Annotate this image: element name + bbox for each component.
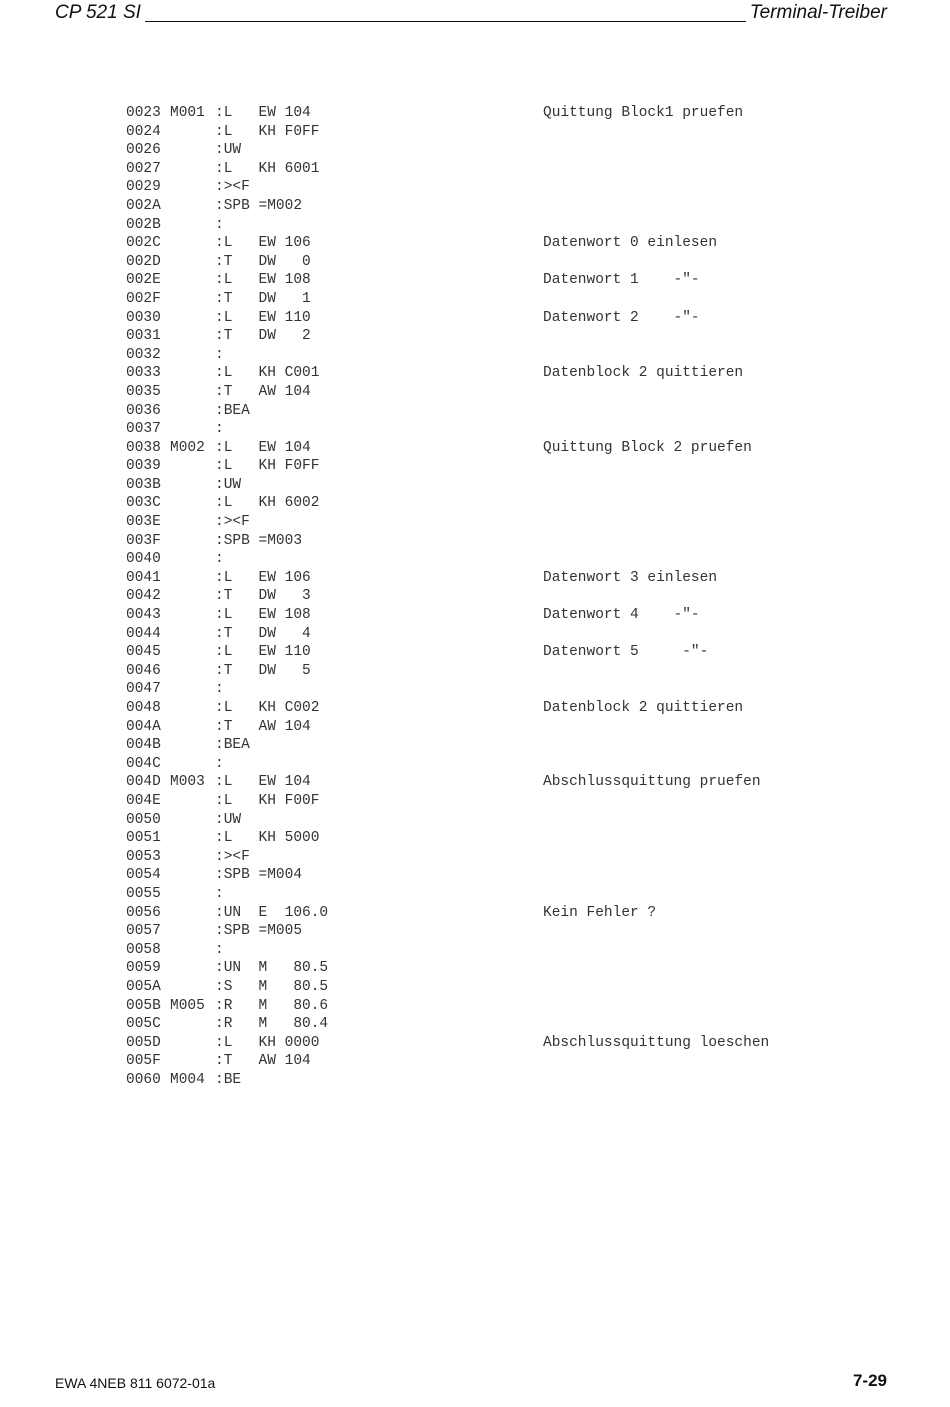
listing-line xyxy=(126,1034,769,1053)
line-instruction: :L EW 110 xyxy=(215,644,311,661)
footer-doc-id: EWA 4NEB 811 6072-01a xyxy=(55,1375,216,1391)
line-instruction: :L EW 108 xyxy=(215,607,311,624)
line-address: 005F xyxy=(126,1053,161,1070)
line-address: 005B xyxy=(126,997,161,1014)
line-label xyxy=(170,736,215,755)
listing-line xyxy=(126,402,769,421)
listing-line xyxy=(126,922,769,941)
line-comment: Abschlussquittung loeschen xyxy=(543,1034,770,1051)
listing-line xyxy=(126,364,769,383)
line-comment: Datenwort 5 -"- xyxy=(543,644,709,661)
listing-line xyxy=(126,997,769,1016)
line-instruction: :T DW 4 xyxy=(215,625,311,642)
line-instruction: :L EW 104 xyxy=(215,774,311,791)
line-address: 002B xyxy=(126,216,161,233)
listing-line xyxy=(126,253,769,272)
line-comment: Datenwort 2 -"- xyxy=(543,309,700,326)
line-instruction: :T DW 2 xyxy=(215,328,311,345)
line-instruction: :L KH F0FF xyxy=(215,123,320,140)
line-instruction: :R M 80.6 xyxy=(215,997,329,1014)
line-comment: Datenwort 3 einlesen xyxy=(543,569,718,586)
line-instruction: : xyxy=(215,216,224,233)
line-label xyxy=(170,494,215,513)
line-label xyxy=(170,718,215,737)
line-comment: Datenwort 1 -"- xyxy=(543,272,700,289)
listing-line xyxy=(126,625,769,644)
line-label xyxy=(170,680,215,699)
line-address: 0042 xyxy=(126,588,161,605)
listing-line xyxy=(126,178,769,197)
line-instruction: :L KH C002 xyxy=(215,700,320,716)
line-address: 003F xyxy=(126,532,161,549)
line-address: 0035 xyxy=(126,383,161,400)
line-label xyxy=(170,1015,215,1034)
line-instruction: :BEA xyxy=(215,737,250,754)
line-address: 004A xyxy=(126,718,161,735)
line-address: 0046 xyxy=(126,662,161,679)
listing-line xyxy=(126,457,769,476)
line-comment: Kein Fehler ? xyxy=(543,904,657,921)
line-address: 002D xyxy=(126,253,161,270)
line-instruction: : xyxy=(215,421,224,438)
line-address: 003E xyxy=(126,514,161,531)
line-address: 0026 xyxy=(126,142,161,159)
line-label xyxy=(170,922,215,941)
line-label xyxy=(170,587,215,606)
listing-line xyxy=(126,439,769,458)
line-instruction: :L EW 108 xyxy=(215,272,311,289)
line-instruction: :T AW 104 xyxy=(215,1053,311,1070)
line-address: 004D xyxy=(126,774,161,791)
line-address: 003C xyxy=(126,495,161,512)
listing-line xyxy=(126,197,769,216)
listing-line xyxy=(126,141,769,160)
line-instruction: : xyxy=(215,941,224,958)
listing-line xyxy=(126,662,769,681)
line-address: 0059 xyxy=(126,960,161,977)
line-label xyxy=(170,253,215,272)
line-label xyxy=(170,866,215,885)
line-label xyxy=(170,643,215,662)
page-header xyxy=(55,0,887,24)
line-label xyxy=(170,216,215,235)
line-label xyxy=(170,383,215,402)
listing-line xyxy=(126,848,769,867)
line-address: 0029 xyxy=(126,179,161,196)
line-instruction: :L KH 6001 xyxy=(215,160,320,177)
line-address: 002A xyxy=(126,197,161,214)
listing-line xyxy=(126,123,769,142)
line-address: 0050 xyxy=(126,811,161,828)
line-label: M001 xyxy=(170,105,205,121)
listing-line xyxy=(126,941,769,960)
header-rule xyxy=(145,21,746,22)
line-label xyxy=(170,513,215,532)
line-instruction: :T DW 0 xyxy=(215,253,311,270)
line-comment: Datenwort 0 einlesen xyxy=(543,235,718,252)
line-address: 0037 xyxy=(126,421,161,438)
line-instruction: :L EW 106 xyxy=(215,569,311,586)
line-label xyxy=(170,829,215,848)
line-instruction: :T DW 3 xyxy=(215,588,311,605)
line-label xyxy=(170,941,215,960)
listing-line xyxy=(126,532,769,551)
line-label xyxy=(170,1052,215,1071)
line-instruction: :L EW 106 xyxy=(215,235,311,252)
line-address: 0039 xyxy=(126,458,161,475)
line-instruction: :UW xyxy=(215,142,242,159)
line-instruction: :UN M 80.5 xyxy=(215,960,329,977)
line-address: 0051 xyxy=(126,830,161,847)
listing-line xyxy=(126,792,769,811)
line-label xyxy=(170,532,215,551)
listing-line xyxy=(126,420,769,439)
line-instruction: :S M 80.5 xyxy=(215,978,329,995)
line-address: 0060 xyxy=(126,1071,161,1088)
line-address: 004E xyxy=(126,792,161,809)
listing-line xyxy=(126,699,769,718)
line-label xyxy=(170,197,215,216)
listing-line xyxy=(126,513,769,532)
line-address: 004B xyxy=(126,737,161,754)
line-label xyxy=(170,699,215,718)
code-listing xyxy=(126,104,769,1089)
line-label xyxy=(170,978,215,997)
listing-line xyxy=(126,569,769,588)
line-instruction: :><F xyxy=(215,848,250,865)
line-address: 0058 xyxy=(126,941,161,958)
line-label xyxy=(170,755,215,774)
line-address: 0055 xyxy=(126,885,161,902)
line-address: 0038 xyxy=(126,439,161,456)
line-comment: Datenwort 4 -"- xyxy=(543,607,700,624)
listing-line xyxy=(126,718,769,737)
listing-line xyxy=(126,866,769,885)
line-instruction: :L KH F0FF xyxy=(215,458,320,475)
line-label xyxy=(170,904,215,923)
listing-line xyxy=(126,773,769,792)
footer-page-number: 7-29 xyxy=(852,1371,887,1390)
listing-line xyxy=(126,346,769,365)
line-instruction: :T DW 1 xyxy=(215,290,311,307)
header-title-right: Terminal-Treiber xyxy=(749,2,887,23)
line-instruction: :L EW 104 xyxy=(215,105,311,121)
listing-line xyxy=(126,959,769,978)
listing-line xyxy=(126,680,769,699)
line-comment: Datenblock 2 quittieren xyxy=(543,700,744,716)
line-instruction: :R M 80.4 xyxy=(215,1016,329,1033)
line-address: 0031 xyxy=(126,328,161,345)
listing-line xyxy=(126,104,769,123)
line-label: M003 xyxy=(170,774,205,791)
line-address: 004C xyxy=(126,755,161,772)
line-address: 002F xyxy=(126,290,161,307)
line-instruction: :UN E 106.0 xyxy=(215,904,329,921)
line-instruction: :SPB =M002 xyxy=(215,197,303,214)
line-label xyxy=(170,457,215,476)
line-instruction: :T AW 104 xyxy=(215,718,311,735)
line-label xyxy=(170,848,215,867)
line-instruction: : xyxy=(215,681,224,698)
listing-line xyxy=(126,1071,769,1090)
line-label xyxy=(170,476,215,495)
listing-line xyxy=(126,494,769,513)
line-label xyxy=(170,420,215,439)
line-label xyxy=(170,959,215,978)
line-label xyxy=(170,811,215,830)
line-address: 0043 xyxy=(126,607,161,624)
line-comment: Quittung Block1 pruefen xyxy=(543,105,744,121)
listing-line xyxy=(126,160,769,179)
line-comment: Datenblock 2 quittieren xyxy=(543,365,744,382)
listing-line xyxy=(126,885,769,904)
line-label xyxy=(170,364,215,383)
line-label xyxy=(170,625,215,644)
listing-line xyxy=(126,1052,769,1071)
line-label xyxy=(170,569,215,588)
listing-line xyxy=(126,811,769,830)
line-label xyxy=(170,606,215,625)
line-address: 0023 xyxy=(126,105,161,121)
listing-line xyxy=(126,271,769,290)
line-instruction: : xyxy=(215,551,224,568)
line-address: 0047 xyxy=(126,681,161,698)
line-instruction: :L KH F00F xyxy=(215,792,320,809)
line-label xyxy=(170,141,215,160)
line-label xyxy=(170,234,215,253)
line-address: 002C xyxy=(126,235,161,252)
line-label: M004 xyxy=(170,1071,205,1088)
line-instruction: :L EW 104 xyxy=(215,439,311,456)
line-address: 0027 xyxy=(126,160,161,177)
line-label xyxy=(170,1034,215,1053)
line-label xyxy=(170,885,215,904)
line-address: 0041 xyxy=(126,569,161,586)
line-instruction: : xyxy=(215,755,224,772)
line-instruction: :><F xyxy=(215,179,250,196)
listing-line xyxy=(126,1015,769,1034)
listing-line xyxy=(126,643,769,662)
listing-line xyxy=(126,290,769,309)
line-address: 0036 xyxy=(126,402,161,419)
line-instruction: :UW xyxy=(215,811,242,828)
line-address: 005D xyxy=(126,1034,161,1051)
line-address: 005A xyxy=(126,978,161,995)
line-label xyxy=(170,346,215,365)
line-label xyxy=(170,662,215,681)
line-instruction: :T AW 104 xyxy=(215,383,311,400)
line-label xyxy=(170,123,215,142)
line-label xyxy=(170,309,215,328)
line-instruction: : xyxy=(215,346,224,363)
line-address: 0045 xyxy=(126,644,161,661)
listing-line xyxy=(126,755,769,774)
line-address: 0032 xyxy=(126,346,161,363)
listing-line xyxy=(126,736,769,755)
line-address: 0024 xyxy=(126,123,161,140)
line-label xyxy=(170,550,215,569)
listing-line xyxy=(126,978,769,997)
line-instruction: :L EW 110 xyxy=(215,309,311,326)
line-address: 002E xyxy=(126,272,161,289)
line-address: 0040 xyxy=(126,551,161,568)
line-instruction: :L KH 0000 xyxy=(215,1034,320,1051)
listing-line xyxy=(126,587,769,606)
listing-line xyxy=(126,383,769,402)
line-address: 0054 xyxy=(126,867,161,884)
listing-line xyxy=(126,606,769,625)
line-address: 003B xyxy=(126,476,161,493)
line-label xyxy=(170,402,215,421)
line-label xyxy=(170,792,215,811)
line-instruction: :BEA xyxy=(215,402,250,419)
line-label xyxy=(170,271,215,290)
line-instruction: :BE xyxy=(215,1071,242,1088)
line-instruction: :L KH 6002 xyxy=(215,495,320,512)
listing-line xyxy=(126,327,769,346)
line-address: 0030 xyxy=(126,309,161,326)
line-label xyxy=(170,160,215,179)
line-address: 0057 xyxy=(126,923,161,940)
line-instruction: :UW xyxy=(215,476,242,493)
line-instruction: :SPB =M004 xyxy=(215,867,303,884)
line-label xyxy=(170,290,215,309)
line-comment: Quittung Block 2 pruefen xyxy=(543,439,752,456)
line-address: 0053 xyxy=(126,848,161,865)
listing-line xyxy=(126,904,769,923)
header-title-left: CP 521 SI xyxy=(55,2,141,23)
line-address: 0044 xyxy=(126,625,161,642)
line-instruction: :><F xyxy=(215,514,250,531)
line-address: 005C xyxy=(126,1016,161,1033)
line-address: 0056 xyxy=(126,904,161,921)
listing-line xyxy=(126,829,769,848)
listing-line xyxy=(126,234,769,253)
line-address: 0048 xyxy=(126,700,161,716)
line-instruction: :L KH 5000 xyxy=(215,830,320,847)
line-instruction: :T DW 5 xyxy=(215,662,311,679)
line-label xyxy=(170,178,215,197)
line-instruction: : xyxy=(215,885,224,902)
line-label: M002 xyxy=(170,439,205,456)
line-instruction: :SPB =M003 xyxy=(215,532,303,549)
listing-line xyxy=(126,216,769,235)
line-comment: Abschlussquittung pruefen xyxy=(543,774,761,791)
line-address: 0033 xyxy=(126,365,161,382)
listing-line xyxy=(126,476,769,495)
listing-line xyxy=(126,550,769,569)
listing-line xyxy=(126,309,769,328)
line-label: M005 xyxy=(170,997,205,1014)
line-label xyxy=(170,327,215,346)
line-instruction: :L KH C001 xyxy=(215,365,320,382)
line-instruction: :SPB =M005 xyxy=(215,923,303,940)
